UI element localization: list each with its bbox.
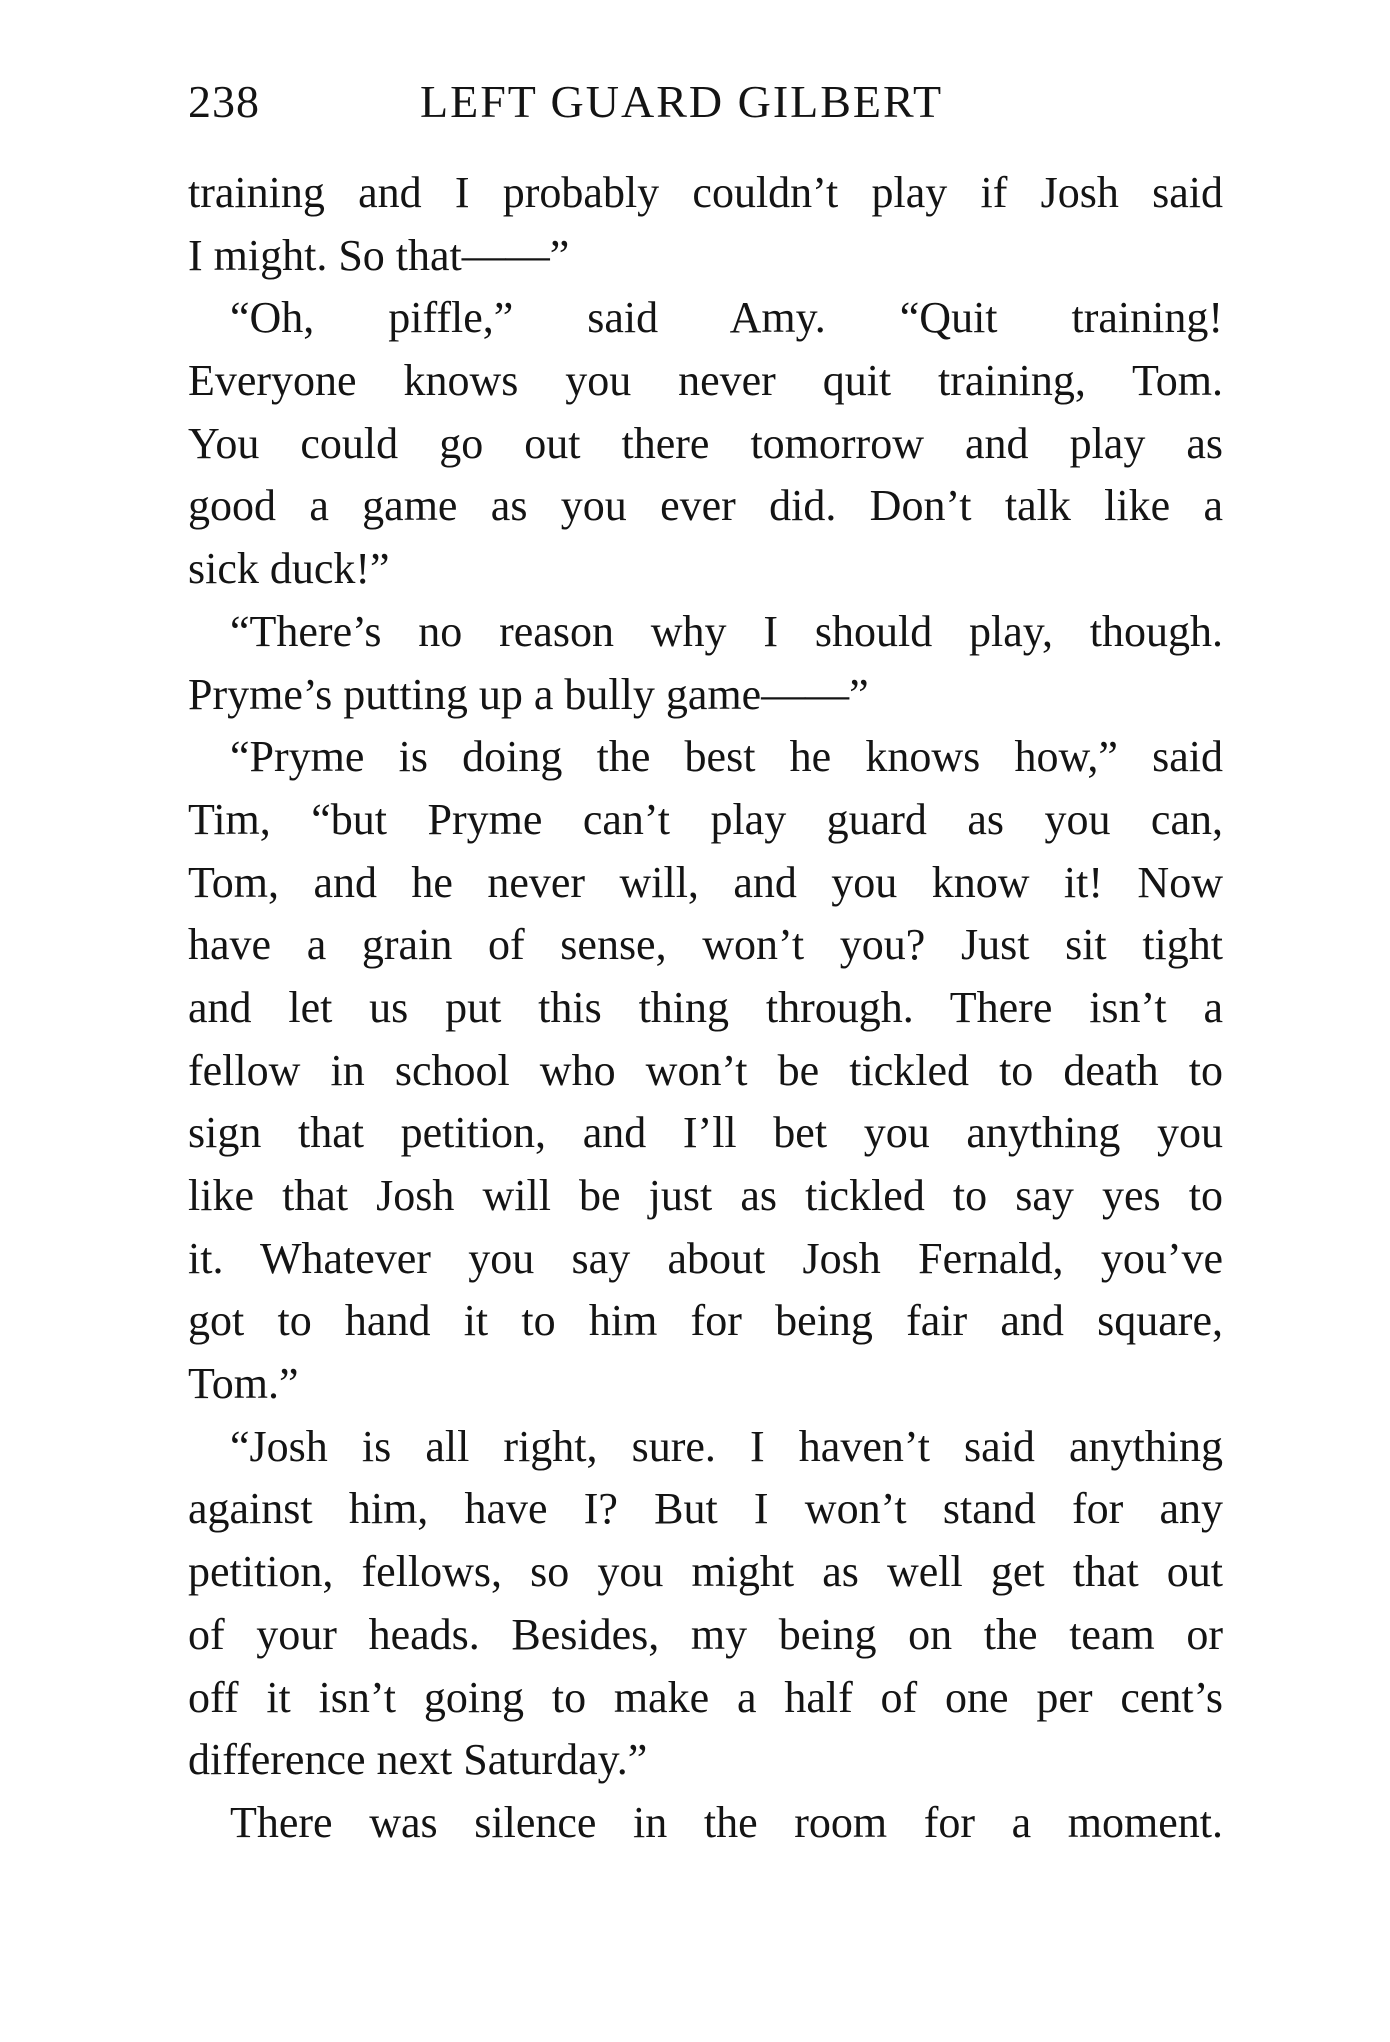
page-number: 238 xyxy=(188,76,260,127)
text-line: difference next Saturday.” xyxy=(188,1735,648,1785)
text-line: “Oh, piffle,” said Amy. “Quit training! xyxy=(230,293,1223,343)
text-line: sign that petition, and I’ll bet you anything you xyxy=(188,1108,1223,1158)
text-line: sick duck!” xyxy=(188,544,390,594)
text-line: Tom, and he never will, and you know it! Now xyxy=(188,857,1223,907)
text-line: training and I probably couldn’t play if Josh said xyxy=(188,168,1223,217)
text-line: “There’s no reason why I should play, though. xyxy=(230,606,1223,656)
page-header xyxy=(188,72,1223,132)
text-line: like that Josh will be just as tickled to say yes to xyxy=(188,1171,1223,1220)
text-line: I might. So that——” xyxy=(188,230,570,280)
body-text xyxy=(188,162,1223,1855)
text-line: and let us put this thing through. There isn’t a xyxy=(188,982,1223,1032)
text-line: You could go out there tomorrow and play as xyxy=(188,418,1223,468)
text-line: of your heads. Besides, my being on the team or xyxy=(188,1609,1223,1659)
text-line: against him, have I? But I won’t stand for any xyxy=(188,1484,1223,1534)
text-line: have a grain of sense, won’t you? Just sit tight xyxy=(188,920,1223,970)
text-line: “Josh is all right, sure. I haven’t said anything xyxy=(230,1421,1223,1471)
text-line: fellow in school who won’t be tickled to death to xyxy=(188,1045,1223,1095)
text-line: Everyone knows you never quit training, Tom. xyxy=(188,356,1223,406)
text-line: it. Whatever you say about Josh Fernald, you’ve xyxy=(188,1233,1223,1283)
text-line: Pryme’s putting up a bully game——” xyxy=(188,669,869,719)
text-line: petition, fellows, so you might as well get that out xyxy=(188,1547,1223,1597)
text-line: There was silence in the room for a moment. xyxy=(230,1797,1223,1847)
text-line: good a game as you ever did. Don’t talk like a xyxy=(188,481,1223,531)
text-line: Tom.” xyxy=(188,1359,299,1409)
running-title: LEFT GUARD GILBERT xyxy=(420,76,944,127)
text-line: Tim, “but Pryme can’t play guard as you can, xyxy=(188,794,1223,844)
text-line: off it isn’t going to make a half of one per cent’s xyxy=(188,1672,1223,1722)
text-line: “Pryme is doing the best he knows how,” said xyxy=(230,732,1223,782)
text-line: got to hand it to him for being fair and square, xyxy=(188,1296,1223,1346)
